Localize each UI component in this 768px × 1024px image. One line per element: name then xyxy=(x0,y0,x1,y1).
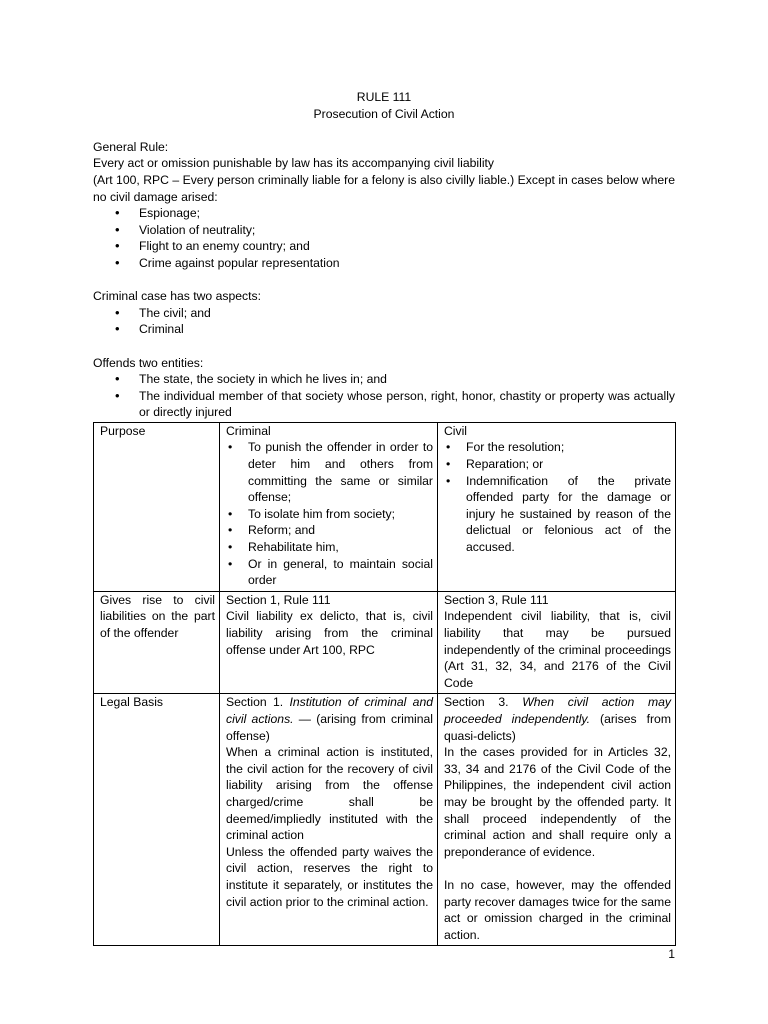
civil-paragraph-2-end: damages twice for the same act or omission charged in the criminal action. xyxy=(444,894,671,942)
table-row xyxy=(94,422,676,591)
civil-section-ref: Section 3, Rule 111 xyxy=(444,592,549,607)
section-caption: Institution of criminal and civil actions. xyxy=(226,695,434,726)
list-item: • The civil; and xyxy=(93,305,675,322)
civil-paragraph-1: In the cases provided for in Articles 32, 33, 34 and 2176 of the Civil Code of the Philippines, the independent civil action may be brought by the offended party. It shall proceed independently of the criminal action and shall require only a preponderance of evidence. xyxy=(444,745,671,859)
general-rule-line1: Every act or omission punishable by law has its accompanying civil liability xyxy=(93,156,495,171)
civil-paragraph-2-start: In no case, however, may the offended party recover xyxy=(444,877,671,909)
list-item: • Violation of neutrality; xyxy=(93,222,675,239)
liabilities-label: Gives rise to civil liabilities on the part of the offender xyxy=(94,591,220,694)
civil-purpose-list xyxy=(444,439,671,555)
list-item: • Criminal xyxy=(93,321,675,338)
general-rule-line2: (Art 100, RPC – Every person criminally liable for a felony is also civilly liable.) Except in cases below where no civil damage arised: xyxy=(93,172,675,204)
list-item: • The individual member of that society whose person, right, honor, chastity or property was actually or directly injured xyxy=(93,388,675,421)
liabilities-civil-cell xyxy=(438,591,676,694)
criminal-section-title xyxy=(226,694,433,744)
civil-heading: Civil xyxy=(444,423,468,438)
criminal-paragraph-1: When a criminal action is instituted, the civil action for the recovery of civil liability arising from the offense charged/crime shall be deemed/impliedly instituted with the criminal action xyxy=(226,745,433,843)
exceptions-list xyxy=(93,205,675,271)
aspects-heading: Criminal case has two aspects: xyxy=(93,289,261,304)
section-number: Section 3. xyxy=(444,695,509,710)
civil-paragraph-2 xyxy=(444,877,671,943)
list-item: • Espionage; xyxy=(93,205,675,222)
purpose-label: Purpose xyxy=(94,422,220,591)
purpose-criminal-cell xyxy=(220,422,438,591)
legal-basis-label: Legal Basis xyxy=(94,694,220,946)
rule-title: Prosecution of Civil Action xyxy=(313,106,455,121)
legal-basis-criminal-cell xyxy=(220,694,438,946)
liabilities-criminal-cell xyxy=(220,591,438,694)
general-rule-heading: General Rule: xyxy=(93,139,169,154)
aspects-list xyxy=(93,305,675,338)
list-item: • Crime against popular representation xyxy=(93,255,675,272)
civil-liability-text: Independent civil liability, that is, civil liability that may be pursued independently of the criminal proceedings (Art 31, 32, 34, and 2176 of the Civil Code xyxy=(444,609,671,690)
entities-list xyxy=(93,371,675,421)
list-item: • Reform; and xyxy=(226,522,433,539)
list-item: • Rehabilitate him, xyxy=(226,539,433,556)
section-caption: When civil action may proceeded independently. xyxy=(444,695,671,726)
civil-section-title xyxy=(444,694,671,744)
section-note: — (arising from criminal offense) xyxy=(226,711,433,743)
list-item: • Reparation; or xyxy=(444,456,671,473)
criminal-heading: Criminal xyxy=(226,423,271,438)
document-page xyxy=(93,89,675,946)
table-row xyxy=(94,591,676,694)
legal-basis-civil-cell xyxy=(438,694,676,946)
entities-heading: Offends two entities: xyxy=(93,355,204,370)
section-note: (arises from quasi-delicts) xyxy=(444,711,671,743)
list-item: • Or in general, to maintain social order xyxy=(226,556,433,589)
list-item: • To punish the offender in order to deter him and others from committing the same or similar offense; xyxy=(226,439,433,505)
section-number: Section 1. xyxy=(226,695,284,710)
list-item: • Flight to an enemy country; and xyxy=(93,238,675,255)
criminal-section-ref: Section 1, Rule 111 xyxy=(226,592,331,607)
criminal-purpose-list xyxy=(226,439,433,588)
list-item: • For the resolution; xyxy=(444,439,671,456)
criminal-paragraph-2: Unless the offended party waives the civil action, reserves the right to institute it separately, or institutes the civil action prior to the criminal action. xyxy=(226,844,433,909)
purpose-civil-cell xyxy=(438,422,676,591)
table-row xyxy=(94,694,676,946)
list-item: • The state, the society in which he lives in; and xyxy=(93,371,675,388)
criminal-liability-text: Civil liability ex delicto, that is, civil liability arising from the criminal offense under Art 100, RPC xyxy=(226,609,433,657)
rule-number: RULE 111 xyxy=(356,90,412,104)
comparison-table xyxy=(93,422,676,946)
list-item: • To isolate him from society; xyxy=(226,506,433,523)
page-number: 1 xyxy=(668,947,675,961)
list-item: • Indemnification of the private offended party for the damage or injury he sustained by reason of the delictual or felonious act of the accused. xyxy=(444,473,671,556)
